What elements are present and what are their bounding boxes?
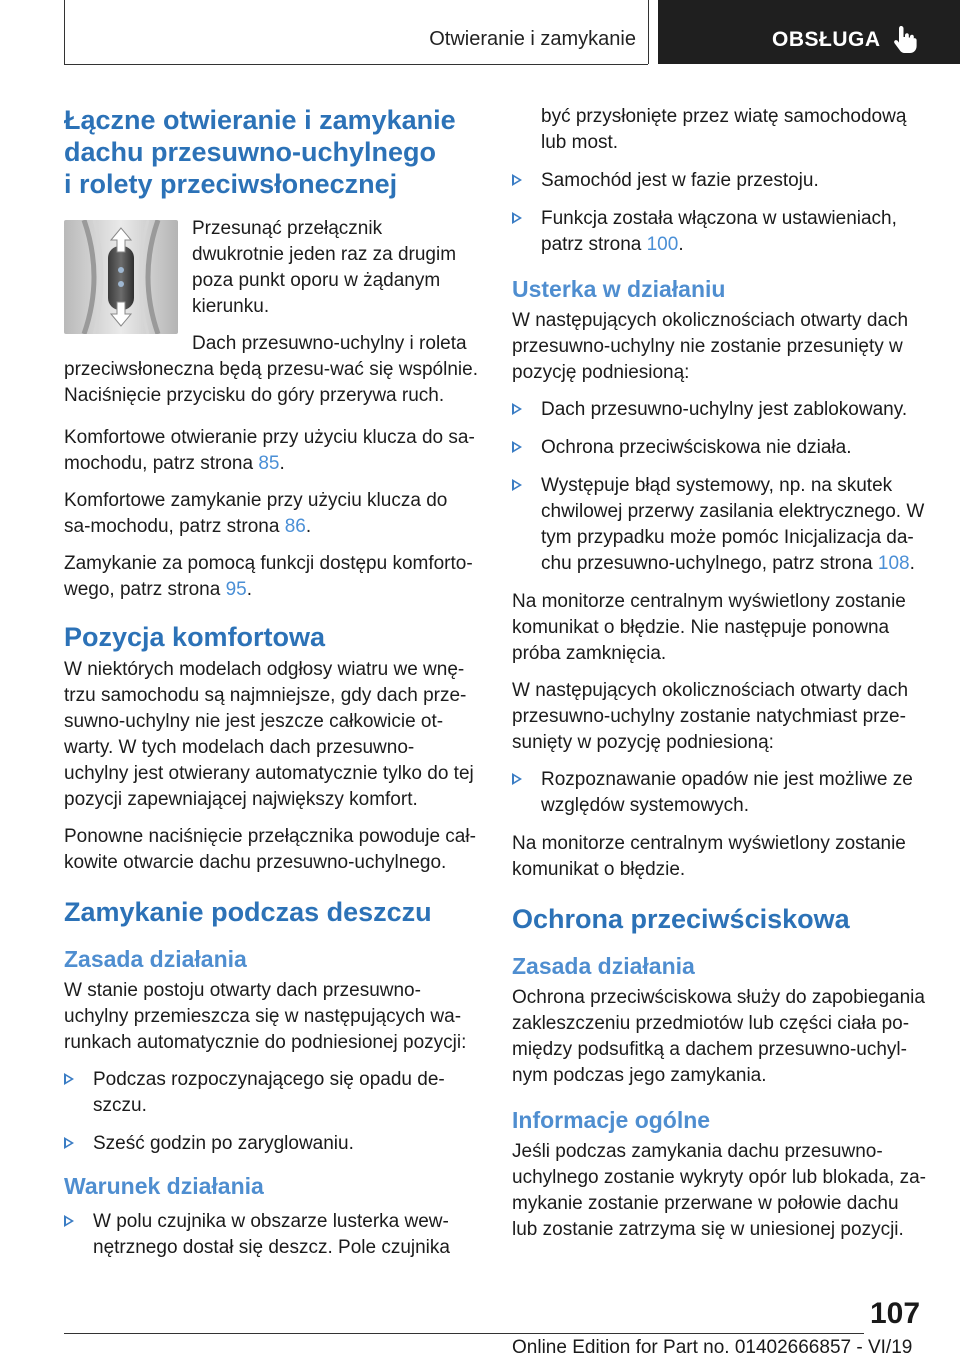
list-item: Podczas rozpoczynającego się opadu de-szczu. <box>64 1067 478 1119</box>
page-link-108[interactable]: 108 <box>877 553 910 574</box>
list-item: Samochód jest w fazie przestoju. <box>512 168 926 194</box>
heading-rain-closing: Zamykanie podczas deszczu <box>64 897 432 927</box>
paragraph-comfort-access: Zamykanie za pomocą funkcji dostępu komforto-wego, patrz strona 95. <box>64 553 473 600</box>
bullet-triangle-icon <box>512 174 522 186</box>
bullet-list-conditions <box>64 1067 478 1157</box>
paragraph-wind-noise: W niektórych modelach odgłosy wiatru we wnę-trzu samochodu są najmniejsze, gdy dach prze-suwno-uchylny nie jest jeszcze całkowicie ot-warty. W tych modelach dach przesuwno-uchylny jest otwierany automatycznie tylko do tej pozycji zapewniającej największy komfort. <box>64 659 474 810</box>
subheading-general-info: Informacje ogólne <box>512 1107 711 1133</box>
header-divider <box>648 0 649 64</box>
list-item: Funkcja została włączona w ustawieniach, patrz strona 100. <box>512 206 926 258</box>
bullet-triangle-icon <box>512 441 522 453</box>
chapter-tab[interactable] <box>658 0 960 64</box>
paragraph-resistance-detected: Jeśli podczas zamykania dachu przesuwno-uchylnego zostanie wykryty opór lub blokada, za-mykanie zostanie przerwane w połowie dachu lub zostanie zatrzyma się w uniesionej pozycji. <box>512 1141 927 1240</box>
bullet-triangle-icon <box>64 1215 74 1227</box>
page-number: 107 <box>870 1297 921 1330</box>
left-column <box>64 104 478 1273</box>
roof-switch-icon <box>64 220 178 334</box>
paragraph-joint-movement: Dach przesuwno-uchylny i roleta przeciwsłoneczna będą przesu-wać się wspólnie. Naciśnięcie przycisku do góry przerywa ruch. <box>64 333 478 406</box>
heading-combined-opening: Łączne otwieranie i zamykanie dachu przesuwno-uchylnego i rolety przeciwsłonecznej <box>64 105 456 199</box>
paragraph-parked-conditions: W stanie postoju otwarty dach przesuwno-uchylny przemieszcza się w następujących wa-runkach automatycznie do podniesionej pozycji: <box>64 980 467 1053</box>
list-item: Ochrona przeciwściskowa nie działa. <box>512 435 926 461</box>
paragraph-slide-switch: Przesunąć przełącznik dwukrotnie jeden raz za drugim poza punkt oporu w żądanym kierunku. <box>192 218 457 317</box>
subheading-principle-2: Zasada działania <box>512 953 695 979</box>
hand-pointer-icon <box>892 24 918 54</box>
header-bottom-rule <box>64 64 648 65</box>
edition-note: Online Edition for Part no. 01402666857 - VI/19 <box>512 1337 913 1358</box>
right-column <box>512 104 926 1254</box>
bullet-triangle-icon <box>64 1137 74 1149</box>
list-item: Dach przesuwno-uchylny jest zablokowany. <box>512 397 926 423</box>
bullet-triangle-icon <box>512 479 522 491</box>
footer-rule <box>64 1333 864 1334</box>
paragraph-comfort-closing: Komfortowe zamykanie przy użyciu klucza do sa-mochodu, patrz strona 86. <box>64 490 448 537</box>
section-title: Otwieranie i zamykanie <box>429 28 636 50</box>
heading-comfort-position: Pozycja komfortowa <box>64 622 326 652</box>
figure-block <box>64 216 478 409</box>
chapter-label: OBSŁUGA <box>772 28 881 51</box>
bullet-list-continued <box>512 104 926 258</box>
heading-anti-pinch: Ochrona przeciwściskowa <box>512 904 850 934</box>
list-item: W polu czujnika w obszarze lusterka wew-nętrznego dostał się deszcz. Pole czujnika <box>64 1209 478 1261</box>
list-item: Sześć godzin po zaryglowaniu. <box>64 1131 478 1157</box>
page-link-100[interactable]: 100 <box>646 234 679 255</box>
list-item: Występuje błąd systemowy, np. na skutek chwilowej przerwy zasilania elektrycznego. W tym przypadku może pomóc Inicjalizacja da-chu przesuwno-uchylnego, patrz strona 108. <box>512 473 926 577</box>
list-item: Rozpoznawanie opadów nie jest możliwe ze względów systemowych. <box>512 767 926 819</box>
paragraph-error-message-2: Na monitorze centralnym wyświetlony zostanie komunikat o błędzie. <box>512 833 906 880</box>
list-item: być przysłonięte przez wiatę samochodową lub most. <box>541 106 907 153</box>
paragraph-full-opening: Ponowne naciśnięcie przełącznika powoduje cał-kowite otwarcie dachu przesuwno-uchylnego. <box>64 826 476 873</box>
bullet-triangle-icon <box>512 212 522 224</box>
bullet-list-requirements <box>64 1209 478 1261</box>
paragraph-comfort-opening: Komfortowe otwieranie przy użyciu klucza do sa-mochodu, patrz strona 85. <box>64 427 475 474</box>
page-link-86[interactable]: 86 <box>284 516 306 537</box>
bullet-triangle-icon <box>512 403 522 415</box>
bullet-list-system <box>512 767 926 819</box>
page-link-85[interactable]: 85 <box>258 453 280 474</box>
paragraph-anti-pinch-purpose: Ochrona przeciwściskowa służy do zapobiegania zakleszczeniu przedmiotów lub części ciała po-między podsufitką a dachem przesuwno-uchyl-nym podczas jego zamykania. <box>512 987 925 1086</box>
paragraph-immediate-raise: W następujących okolicznościach otwarty dach przesuwno-uchylny zostanie natychmiast prze-sunięty w pozycję podniesioną: <box>512 680 909 753</box>
bullet-triangle-icon <box>512 773 522 785</box>
bullet-triangle-icon <box>64 1073 74 1085</box>
subheading-condition: Warunek działania <box>64 1173 264 1199</box>
bullet-list-failures <box>512 397 926 577</box>
paragraph-not-raised: W następujących okolicznościach otwarty dach przesuwno-uchylny nie zostanie przesunięty w pozycję podniesioną: <box>512 310 909 383</box>
page-link-95[interactable]: 95 <box>225 579 247 600</box>
paragraph-error-message: Na monitorze centralnym wyświetlony zostanie komunikat o błędzie. Nie następuje ponowna próba zamknięcia. <box>512 591 906 664</box>
subheading-malfunction: Usterka w działaniu <box>512 276 726 302</box>
subheading-principle: Zasada działania <box>64 946 247 972</box>
